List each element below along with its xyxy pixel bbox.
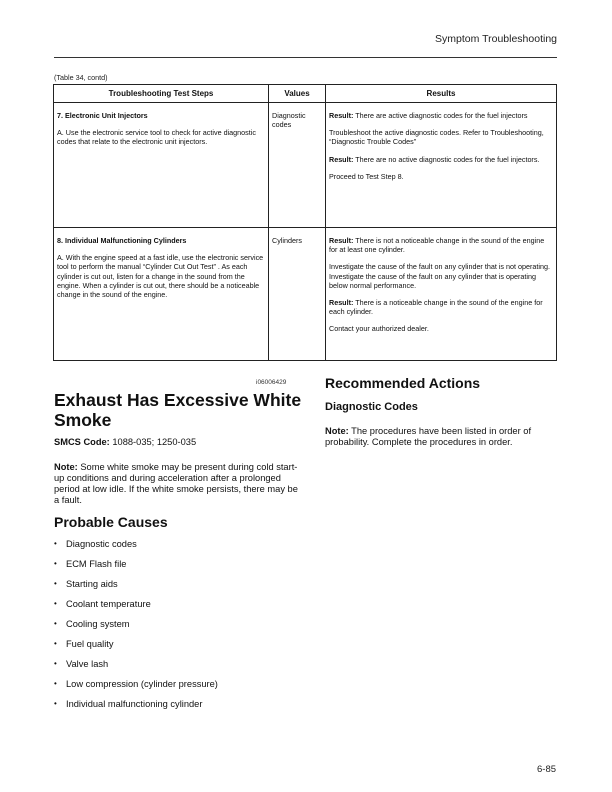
result-text: There are active diagnostic codes for the fuel injectors — [353, 111, 528, 120]
column-header-results: Results — [326, 85, 557, 103]
step-text: A. With the engine speed at a fast idle, use the electronic service tool to perform the manual “Cylinder Cut Out Test” . As each cylinder is cut out, listen for a change in the sound from the engine. When a cylinder is cut out, there should be a noticeable change in the sound of the engine. — [57, 253, 264, 300]
result-text: Investigate the cause of the fault on any cylinder that is not operating. Investigate the cause of the fault on any cylinder that is operating below normal performance. — [329, 262, 550, 290]
document-id: i06006429 — [256, 379, 287, 386]
list-item — [54, 637, 218, 657]
result-text: Contact your authorized dealer. — [329, 324, 429, 334]
troubleshooting-table — [53, 84, 557, 361]
list-item — [54, 597, 218, 617]
note-text: Some white smoke may be present during cold start-up conditions and during acceleration after a prolonged period at low idle. If the white smoke persists, there may be a fault. — [54, 462, 298, 505]
list-item — [54, 557, 218, 577]
result-paragraph — [329, 155, 553, 164]
step-title: 8. Individual Malfunctioning Cylinders — [57, 236, 187, 245]
results-cell — [326, 228, 557, 361]
result-text: Troubleshoot the active diagnostic codes. Refer to Troubleshooting, “Diagnostic Trouble Codes” — [329, 128, 544, 147]
step-text: A. Use the electronic service tool to check for active diagnostic codes that relate to the electronic unit injectors. — [57, 128, 256, 147]
smcs-code — [54, 437, 196, 447]
diagnostic-codes-subheading: Diagnostic Codes — [325, 401, 418, 413]
table-header-row — [54, 85, 557, 103]
test-step-cell — [54, 103, 269, 228]
cause-text: ECM Flash file — [66, 559, 127, 569]
results-cell — [326, 103, 557, 228]
step-title: 7. Electronic Unit Injectors — [57, 111, 148, 120]
smcs-value: 1088-035; 1250-035 — [109, 437, 197, 447]
note-white-smoke — [54, 462, 304, 506]
test-step-cell — [54, 228, 269, 361]
table-row — [54, 228, 557, 361]
probable-causes-heading: Probable Causes — [54, 514, 168, 530]
note-text: The procedures have been listed in order of probability. Complete the procedures in order. — [325, 426, 532, 447]
table-caption: (Table 34, contd) — [54, 73, 108, 82]
result-paragraph — [329, 172, 553, 181]
result-label: Result: — [329, 154, 354, 164]
cause-text: Cooling system — [66, 619, 130, 629]
result-paragraph — [329, 128, 553, 146]
recommended-actions-heading: Recommended Actions — [325, 375, 481, 391]
page-number: 6-85 — [537, 764, 557, 775]
result-label: Result: — [329, 236, 354, 245]
cause-text: Coolant temperature — [66, 599, 151, 609]
value-cell: Cylinders — [269, 228, 326, 361]
cause-text: Fuel quality — [66, 639, 114, 649]
list-item — [54, 677, 218, 697]
result-paragraph — [329, 324, 553, 333]
section-title: Exhaust Has Excessive White Smoke — [54, 390, 302, 430]
table-row — [54, 103, 557, 228]
result-label: Result: — [329, 298, 354, 308]
running-header-title: Symptom Troubleshooting — [435, 33, 557, 45]
result-paragraph — [329, 111, 553, 120]
note-procedures — [325, 426, 565, 448]
bullet-icon: • — [54, 579, 57, 588]
result-paragraph — [329, 298, 553, 316]
bullet-icon: • — [54, 659, 57, 668]
bullet-icon: • — [54, 639, 57, 648]
bullet-icon: • — [54, 559, 57, 568]
column-header-steps: Troubleshooting Test Steps — [54, 85, 269, 103]
bullet-icon: • — [54, 539, 57, 548]
result-paragraph — [329, 236, 553, 254]
list-item — [54, 537, 218, 557]
header-rule — [54, 57, 557, 58]
bullet-icon: • — [54, 619, 57, 628]
list-item — [54, 697, 218, 717]
list-item — [54, 657, 218, 677]
bullet-icon: • — [54, 699, 57, 708]
list-item — [54, 577, 218, 597]
result-text: There is a noticeable change in the sound of the engine for each cylinder. — [329, 298, 543, 317]
result-text: Proceed to Test Step 8. — [329, 171, 404, 181]
cause-text: Diagnostic codes — [66, 539, 137, 549]
column-header-values: Values — [269, 85, 326, 103]
result-paragraph — [329, 262, 553, 290]
cause-text: Starting aids — [66, 579, 118, 589]
cause-text: Individual malfunctioning cylinder — [66, 699, 203, 709]
cause-text: Low compression (cylinder pressure) — [66, 679, 218, 689]
bullet-icon: • — [54, 599, 57, 608]
list-item — [54, 617, 218, 637]
note-label: Note: — [54, 462, 78, 472]
probable-causes-list — [54, 537, 218, 717]
smcs-label: SMCS Code: — [54, 437, 110, 447]
note-label: Note: — [325, 426, 349, 436]
bullet-icon: • — [54, 679, 57, 688]
result-text: There are no active diagnostic codes for the fuel injectors. — [353, 154, 540, 164]
value-cell: Diagnostic codes — [269, 103, 326, 228]
result-label: Result: — [329, 111, 354, 120]
cause-text: Valve lash — [66, 659, 109, 669]
result-text: There is not a noticeable change in the sound of the engine for at least one cylinder. — [329, 236, 545, 255]
